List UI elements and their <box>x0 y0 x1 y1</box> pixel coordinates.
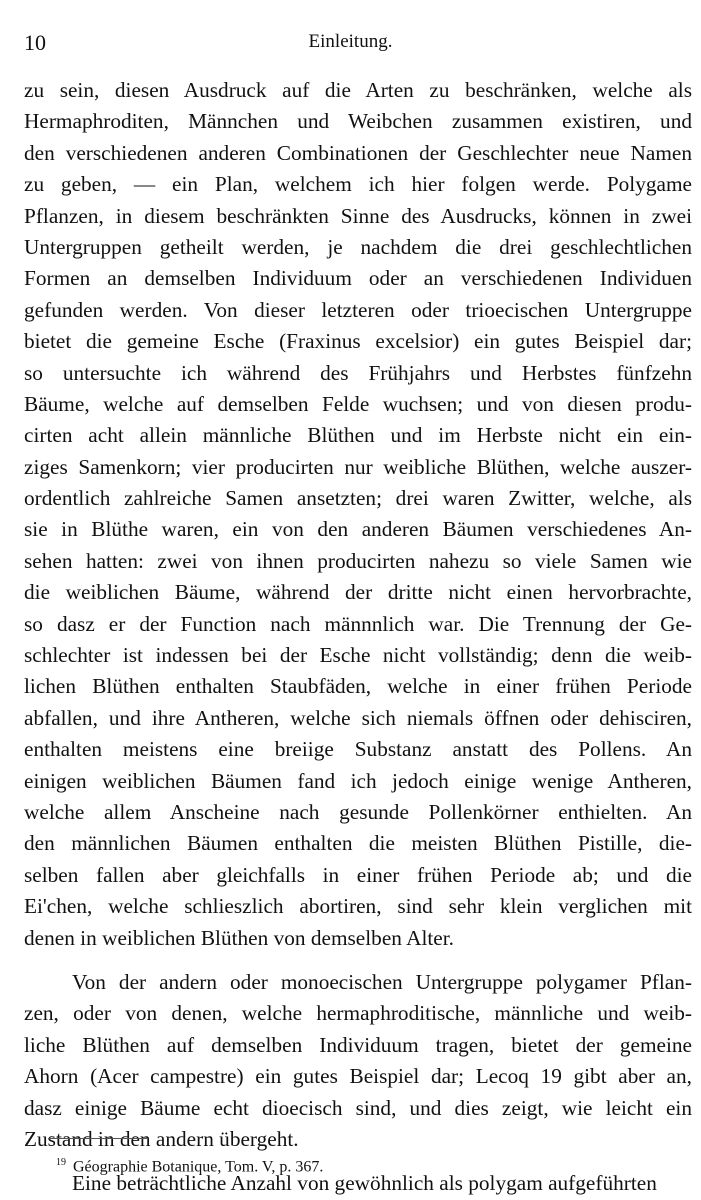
text-line: Eine beträchtliche Anzahl von gewöhnlich als polygam aufgeführten <box>72 1171 657 1196</box>
text-line: selben fallen aber gleichfalls in einer frühen Periode ab; und die <box>24 862 692 887</box>
paragraph-gap <box>24 954 692 967</box>
text-line: zen, oder von denen, welche hermaphroditische, männliche und weib- <box>24 1001 692 1026</box>
text-line: Ahorn (Acer campestre) ein gutes Beispiel dar; Lecoq 19 gibt aber an, <box>24 1064 692 1089</box>
text-line: liche Blüthen auf demselben Individuum tragen, bietet der gemeine <box>24 1032 692 1057</box>
text-line: dasz einige Bäume echt dioecisch sind, und dies zeigt, wie leicht ein <box>24 1095 692 1120</box>
paragraph <box>24 75 692 954</box>
text-line: abfallen, und ihre Antheren, welche sich niemals öffnen oder dehisciren, <box>24 705 692 730</box>
text-line: zu geben, — ein Plan, welchem ich hier folgen werde. Polygame <box>24 172 692 197</box>
text-line: bietet die gemeine Esche (Fraxinus excelsior) ein gutes Beispiel dar; <box>24 329 692 354</box>
text-line: den männlichen Bäumen enthalten die meisten Blüthen Pistille, die- <box>24 831 692 856</box>
body-text <box>24 75 692 1200</box>
text-line: ziges Samenkorn; vier producirten nur weibliche Blüthen, welche auszer- <box>24 454 692 479</box>
footnote-divider <box>48 1138 148 1139</box>
text-line: Von der andern oder monoecischen Untergruppe polygamer Pflan- <box>72 969 692 994</box>
footnote-mark: 19 <box>56 1157 66 1168</box>
text-line: den verschiedenen anderen Combinationen der Geschlechter neue Namen <box>24 140 692 165</box>
text-line: Ei'chen, welche schlieszlich abortiren, sind sehr klein verglichen mit <box>24 894 692 919</box>
page-number: 10 <box>24 30 46 55</box>
text-line: cirten acht allein männliche Blüthen und im Herbste nicht ein ein- <box>24 423 692 448</box>
running-title: Einleitung. <box>308 31 393 52</box>
text-line: gefunden werden. Von dieser letzteren oder trioecischen Untergruppe <box>24 297 692 322</box>
text-line: Zustand in den andern übergeht. <box>24 1126 299 1151</box>
footnote <box>56 1157 323 1177</box>
text-line: einigen weiblichen Bäumen fand ich jedoch einige wenige Antheren, <box>24 768 692 793</box>
text-line: so untersuchte ich während des Frühjahrs und Herbstes fünfzehn <box>24 360 692 385</box>
text-line: lichen Blüthen enthalten Staubfäden, welche in einer frühen Periode <box>24 674 692 699</box>
text-line: Untergruppen getheilt werden, je nachdem die drei geschlechtlichen <box>24 234 692 259</box>
text-line: die weiblichen Bäume, während der dritte nicht einen hervorbrachte, <box>24 580 692 605</box>
text-line: enthalten meistens eine breiige Substanz anstatt des Pollens. An <box>24 737 692 762</box>
text-line: denen in weiblichen Blüthen von demselben Alter. <box>24 925 454 950</box>
text-line: sie in Blüthe waren, ein von den anderen Bäumen verschiedenes An- <box>24 517 692 542</box>
footnote-text: Géographie Botanique, Tom. V, p. 367. <box>73 1158 324 1176</box>
text-line: Hermaphroditen, Männchen und Weibchen zusammen existiren, und <box>24 109 692 134</box>
text-line: welche allem Anscheine nach gesunde Pollenkörner enthielten. An <box>24 799 692 824</box>
text-line: Pflanzen, in diesem beschränkten Sinne des Ausdrucks, können in zwei <box>24 203 692 228</box>
text-line: Bäume, welche auf demselben Felde wuchsen; und von diesen produ- <box>24 391 692 416</box>
text-line: zu sein, diesen Ausdruck auf die Arten zu beschränken, welche als <box>24 78 692 102</box>
text-line: Formen an demselben Individuum oder an verschiedenen Individuen <box>24 266 692 291</box>
text-line: schlechter ist indessen bei der Esche nicht vollständig; denn die weib- <box>24 643 692 668</box>
text-line: ordentlich zahlreiche Samen ansetzten; drei waren Zwitter, welche, als <box>24 486 692 511</box>
text-line: sehen hatten: zwei von ihnen producirten nahezu so viele Samen wie <box>24 548 692 573</box>
text-line: so dasz er der Function nach männnlich war. Die Trennung der Ge- <box>24 611 692 636</box>
paragraph <box>24 967 692 1155</box>
